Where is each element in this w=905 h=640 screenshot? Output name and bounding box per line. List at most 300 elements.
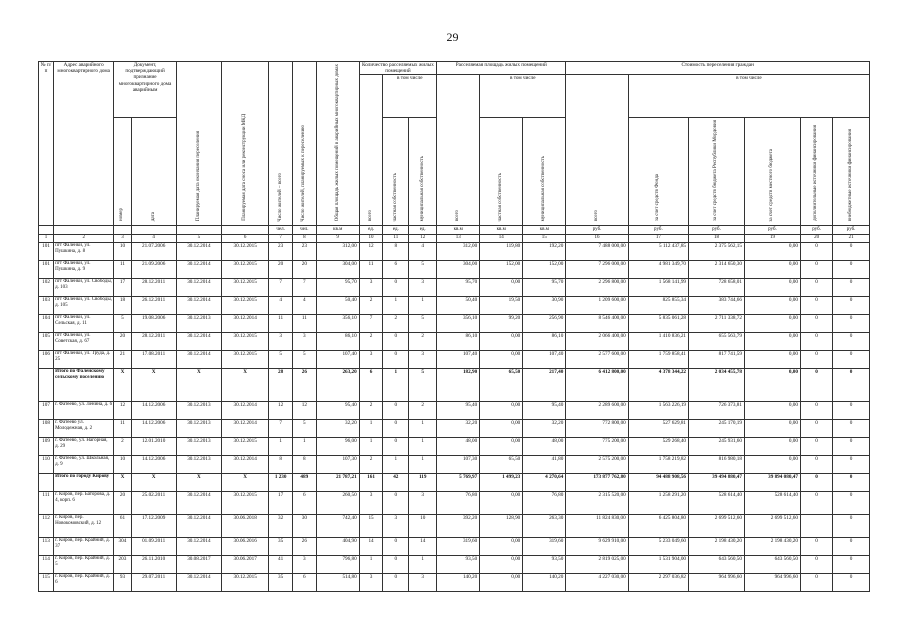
table-cell: 0 bbox=[383, 278, 409, 296]
table-cell: 76,80 bbox=[437, 491, 480, 514]
table-cell: 32,20 bbox=[316, 419, 359, 437]
table-cell: 0 bbox=[800, 260, 832, 278]
col-residents-total: Число жителей – всего bbox=[269, 62, 293, 226]
table-cell: X bbox=[221, 473, 268, 491]
table-row bbox=[39, 314, 870, 332]
table-cell: 0,00 bbox=[744, 419, 800, 437]
table-cell: 30.12.2015 bbox=[221, 437, 268, 455]
table-cell: 0 bbox=[833, 278, 870, 296]
table-cell: 304 bbox=[114, 537, 131, 555]
table-cell: 5 bbox=[292, 350, 316, 368]
table-cell: 3 bbox=[409, 278, 437, 296]
table-body bbox=[39, 242, 870, 591]
table-cell: 35 bbox=[269, 573, 293, 591]
unit-cell: ед. bbox=[409, 226, 437, 235]
index-cell: 7 bbox=[269, 235, 293, 242]
table-cell: 26 bbox=[292, 368, 316, 401]
table-cell: 0,00 bbox=[744, 437, 800, 455]
resettlement-table bbox=[38, 61, 870, 592]
table-cell: 5 769,97 bbox=[437, 473, 480, 491]
table-cell: 20 bbox=[269, 260, 293, 278]
table-cell: 28.12.2011 bbox=[131, 278, 176, 296]
units-row bbox=[39, 226, 870, 235]
table-cell: 107,30 bbox=[437, 455, 480, 473]
unit-cell: чел. bbox=[269, 226, 293, 235]
table-cell: 0 bbox=[383, 555, 409, 573]
index-cell: 6 bbox=[221, 235, 268, 242]
table-cell: 30.12.2014 bbox=[221, 419, 268, 437]
table-cell: 12 bbox=[292, 401, 316, 419]
table-cell: 26 bbox=[292, 537, 316, 555]
table-row bbox=[39, 401, 870, 419]
table-cell: г. Фатеево, ул. Ленина, д. 6 bbox=[54, 401, 114, 419]
table-cell: 11 bbox=[359, 260, 383, 278]
col-area-total: всего bbox=[437, 75, 480, 226]
table-cell: 0,00 bbox=[480, 332, 523, 350]
unit-cell: чел. bbox=[292, 226, 316, 235]
table-cell: 30.12.2014 bbox=[176, 296, 221, 314]
table-cell: 0 bbox=[800, 473, 832, 491]
table-cell: 32 bbox=[269, 514, 293, 537]
page-number: 29 bbox=[446, 30, 459, 44]
table-cell: 0 bbox=[800, 242, 832, 260]
table-cell: 26.11.2010 bbox=[131, 555, 176, 573]
table-cell: X bbox=[176, 368, 221, 401]
col-rooms-private: частная собственность bbox=[383, 118, 409, 226]
table-cell: 48,00 bbox=[523, 437, 566, 455]
table-cell: 140,20 bbox=[437, 573, 480, 591]
table-cell: пгт Фалёнки, ул. Пушкина, д. 8 bbox=[54, 242, 114, 260]
table-cell: 140,20 bbox=[523, 573, 566, 591]
table-cell: 39 894 080,47 bbox=[744, 473, 800, 491]
table-cell: 6 bbox=[292, 573, 316, 591]
table-cell: 113 bbox=[39, 537, 54, 555]
table-cell: 5 bbox=[292, 419, 316, 437]
table-cell: 30.12.2014 bbox=[176, 278, 221, 296]
col-cost-total: всего bbox=[566, 75, 628, 226]
table-cell: 30.12.2014 bbox=[176, 514, 221, 537]
table-cell: 86,10 bbox=[523, 332, 566, 350]
col-rooms-group: Количество расселяемых жилых помещений bbox=[359, 62, 436, 75]
table-cell: 1 bbox=[359, 419, 383, 437]
table-cell: 489 bbox=[292, 473, 316, 491]
index-cell: 20 bbox=[800, 235, 832, 242]
table-row bbox=[39, 573, 870, 591]
table-cell: 17.12.2009 bbox=[131, 514, 176, 537]
table-cell: 4 bbox=[292, 296, 316, 314]
index-cell: 8 bbox=[292, 235, 316, 242]
index-cell: 18 bbox=[689, 235, 745, 242]
table-cell: 112 bbox=[39, 514, 54, 537]
unit-cell bbox=[114, 226, 131, 235]
table-cell: 23 bbox=[292, 242, 316, 260]
table-cell: X bbox=[114, 473, 131, 491]
table-cell: 528 614,40 bbox=[689, 491, 745, 514]
table-cell: 0,00 bbox=[744, 401, 800, 419]
table-cell: 26.12.2011 bbox=[131, 296, 176, 314]
table-cell: 0,00 bbox=[744, 455, 800, 473]
table-cell: 12 bbox=[114, 401, 131, 419]
table-cell: пгт Фаленки, ул. Советская, д. 67 bbox=[54, 332, 114, 350]
table-cell: 6 425 804,80 bbox=[628, 514, 688, 537]
table-cell: 96,00 bbox=[316, 437, 359, 455]
index-cell: 14 bbox=[480, 235, 523, 242]
table-cell: 3 bbox=[359, 491, 383, 514]
table-cell: 119 bbox=[409, 473, 437, 491]
table-cell: 101 bbox=[39, 242, 54, 260]
table-cell: пгт Фаленки, ул. Свободы, д. 105 bbox=[54, 296, 114, 314]
table-cell: 5 bbox=[409, 260, 437, 278]
col-area-private: частная собственность bbox=[480, 118, 523, 226]
table-cell: 1 531 904,00 bbox=[628, 555, 688, 573]
table-cell: 1 258 291,20 bbox=[628, 491, 688, 514]
table-cell: 772 800,00 bbox=[566, 419, 628, 437]
table-cell: 65,50 bbox=[480, 368, 523, 401]
table-cell: 0 bbox=[383, 419, 409, 437]
table-cell: 0 bbox=[833, 350, 870, 368]
unit-cell bbox=[176, 226, 221, 235]
table-cell: 11 824 830,00 bbox=[566, 514, 628, 537]
col-rooms-total: всего bbox=[359, 75, 383, 226]
table-cell: 0,00 bbox=[480, 537, 523, 555]
table-cell: 0,00 bbox=[744, 350, 800, 368]
table-cell: 14.12.2006 bbox=[131, 419, 176, 437]
table-cell: 0 bbox=[833, 573, 870, 591]
table-cell: 1 209 600,00 bbox=[566, 296, 628, 314]
table-cell: 3 bbox=[409, 573, 437, 591]
total-row bbox=[39, 473, 870, 491]
table-cell: 742,40 bbox=[316, 514, 359, 537]
table-cell: 319,60 bbox=[437, 537, 480, 555]
table-cell: 2 289 600,00 bbox=[566, 401, 628, 419]
unit-cell: ед. bbox=[383, 226, 409, 235]
table-cell: 114 bbox=[39, 555, 54, 573]
table-row bbox=[39, 419, 870, 437]
table-cell: 30.12.2015 bbox=[221, 573, 268, 591]
table-cell: 95,40 bbox=[316, 401, 359, 419]
table-cell: 8 546 400,00 bbox=[566, 314, 628, 332]
table-cell: 65,50 bbox=[480, 455, 523, 473]
col-fund: за счет средств Фонда bbox=[628, 118, 688, 226]
table-cell: 0 bbox=[800, 350, 832, 368]
index-cell: 12 bbox=[409, 235, 437, 242]
table-cell: 14 bbox=[409, 537, 437, 555]
table-cell: 8 bbox=[383, 242, 409, 260]
table-cell: 312,00 bbox=[316, 242, 359, 260]
unit-cell: руб. bbox=[689, 226, 745, 235]
table-row bbox=[39, 455, 870, 473]
table-cell: 6 bbox=[359, 368, 383, 401]
table-cell: пгт Фаленки, ул. Пушкина, д. 9 bbox=[54, 260, 114, 278]
table-cell: 0 bbox=[800, 555, 832, 573]
table-cell: 5 835 061,28 bbox=[628, 314, 688, 332]
table-cell: 404,90 bbox=[316, 537, 359, 555]
table-cell: 1 bbox=[383, 368, 409, 401]
table-cell: 0 bbox=[833, 314, 870, 332]
table-cell: 5 bbox=[269, 350, 293, 368]
unit-cell: кв.м bbox=[480, 226, 523, 235]
table-cell: 217,40 bbox=[523, 368, 566, 401]
table-cell: 2 297 036,82 bbox=[628, 573, 688, 591]
table-cell: 7 bbox=[269, 419, 293, 437]
table-cell: 0 bbox=[800, 296, 832, 314]
table-cell: г. Киров, пер. Крайний, д. 6 bbox=[54, 573, 114, 591]
table-cell: 1 bbox=[409, 437, 437, 455]
table-cell: 103 bbox=[39, 296, 54, 314]
table-row bbox=[39, 437, 870, 455]
table-cell: 0,00 bbox=[744, 314, 800, 332]
table-cell: 30.12.2014 bbox=[221, 401, 268, 419]
index-cell: 3 bbox=[114, 235, 131, 242]
table-cell: 28.12.2011 bbox=[131, 332, 176, 350]
table-cell: 7 bbox=[269, 278, 293, 296]
table-cell: 93 bbox=[114, 573, 131, 591]
table-cell: 95,70 bbox=[523, 278, 566, 296]
table-cell: 14.12.2006 bbox=[131, 401, 176, 419]
table-cell: 726 373,81 bbox=[689, 401, 745, 419]
table-cell: г. Киров, пер. Крайний, д. 37 bbox=[54, 537, 114, 555]
table-cell: 3 bbox=[292, 555, 316, 573]
table-cell: 30.12.2013 bbox=[176, 455, 221, 473]
table-row bbox=[39, 278, 870, 296]
table-cell: 50,40 bbox=[316, 296, 359, 314]
table-cell: 30.12.2014 bbox=[176, 242, 221, 260]
col-doc: Документ, подтверждающий признание многоквартирного дома аварийным bbox=[114, 62, 176, 118]
table-cell: 256,90 bbox=[523, 314, 566, 332]
table-cell: 119,80 bbox=[480, 242, 523, 260]
table-cell: г. Киров, пер. Крайний, д. 5 bbox=[54, 555, 114, 573]
unit-cell: руб. bbox=[628, 226, 688, 235]
table-cell: пгт Фаленки, ул. Сельская, д. 11 bbox=[54, 314, 114, 332]
table-cell: 30.12.2015 bbox=[221, 242, 268, 260]
table-cell: 0 bbox=[833, 260, 870, 278]
table-cell: 1 759 858,41 bbox=[628, 350, 688, 368]
table-cell: 1 bbox=[409, 419, 437, 437]
table-cell: 10 bbox=[409, 514, 437, 537]
table-cell: г. Киров, пер. Новокомовский, д. 12 bbox=[54, 514, 114, 537]
table-cell: 10 bbox=[114, 455, 131, 473]
table-cell: 32,20 bbox=[523, 419, 566, 437]
table-cell: 0,00 bbox=[480, 491, 523, 514]
table-cell: 99,20 bbox=[480, 314, 523, 332]
table-cell: 0,00 bbox=[480, 401, 523, 419]
table-row bbox=[39, 296, 870, 314]
table-cell: г. Фатеево ул. Молодежная, д. 2 bbox=[54, 419, 114, 437]
table-cell: 816 980,18 bbox=[689, 455, 745, 473]
table-cell: 0 bbox=[800, 437, 832, 455]
table-cell: 5 bbox=[409, 368, 437, 401]
index-cell: 11 bbox=[383, 235, 409, 242]
col-area-group: Расселяемая площадь жилых помещений bbox=[437, 62, 566, 75]
table-cell: 106 bbox=[39, 350, 54, 368]
table-cell: 107,30 bbox=[316, 455, 359, 473]
table-cell: 93,50 bbox=[437, 555, 480, 573]
table-cell: 0 bbox=[833, 473, 870, 491]
table-cell: 17 bbox=[269, 491, 293, 514]
table-cell: Итого по городу Кирову bbox=[54, 473, 114, 491]
table-row bbox=[39, 555, 870, 573]
table-cell: 0 bbox=[833, 455, 870, 473]
table-cell bbox=[800, 514, 832, 537]
table-cell: 107,40 bbox=[316, 350, 359, 368]
col-doc-number: номер bbox=[114, 118, 131, 226]
table-cell: 21 bbox=[114, 350, 131, 368]
table-cell: 1 230 bbox=[269, 473, 293, 491]
col-planned-demolition: Планируемая дата сноса или реконструкции МКД bbox=[221, 62, 268, 226]
table-cell: 0 bbox=[800, 573, 832, 591]
table-cell: 17.08.2011 bbox=[131, 350, 176, 368]
table-cell: 260,50 bbox=[316, 491, 359, 514]
table-cell: 110 bbox=[39, 455, 54, 473]
table-cell: 825 855,34 bbox=[628, 296, 688, 314]
table-cell: 312,00 bbox=[437, 242, 480, 260]
table-cell: 30.12.2014 bbox=[176, 491, 221, 514]
table-cell: 104 bbox=[39, 314, 54, 332]
table-cell: 2 198 430,20 bbox=[744, 537, 800, 555]
table-cell: 0 bbox=[800, 401, 832, 419]
table-cell: 28 bbox=[269, 368, 293, 401]
table-cell: 319,60 bbox=[523, 537, 566, 555]
total-row bbox=[39, 368, 870, 401]
table-cell: 30.08.2017 bbox=[176, 555, 221, 573]
table-cell: 30.12.2013 bbox=[176, 314, 221, 332]
index-cell: 19 bbox=[744, 235, 800, 242]
table-cell: 30.12.2014 bbox=[176, 573, 221, 591]
unit-cell bbox=[39, 226, 54, 235]
table-cell: 245 931,60 bbox=[689, 437, 745, 455]
table-cell: 94 488 908,56 bbox=[628, 473, 688, 491]
table-cell: 514,80 bbox=[316, 573, 359, 591]
table-cell: 2 314 650,30 bbox=[689, 260, 745, 278]
table-cell: 0,00 bbox=[480, 278, 523, 296]
table-cell: 107 bbox=[39, 401, 54, 419]
table-cell: 1 bbox=[359, 437, 383, 455]
table-row bbox=[39, 514, 870, 537]
table-cell: 102 bbox=[39, 278, 54, 296]
table-cell: 4 378 344,22 bbox=[628, 368, 688, 401]
table-cell: 1 568 141,99 bbox=[628, 278, 688, 296]
table-cell: 30.12.2013 bbox=[176, 419, 221, 437]
table-cell: 161 bbox=[359, 473, 383, 491]
table-cell: 817 741,59 bbox=[689, 350, 745, 368]
table-cell: 0 bbox=[383, 573, 409, 591]
table-cell: 48,00 bbox=[437, 437, 480, 455]
table-cell: 173 877 762,80 bbox=[566, 473, 628, 491]
unit-cell: кв.м bbox=[316, 226, 359, 235]
table-cell: 0,00 bbox=[744, 332, 800, 350]
table-cell: 0,00 bbox=[480, 573, 523, 591]
table-cell: 86,10 bbox=[437, 332, 480, 350]
table-cell: 15 bbox=[359, 514, 383, 537]
index-cell: 16 bbox=[566, 235, 628, 242]
table-cell: 3 bbox=[359, 350, 383, 368]
table-cell: 3 bbox=[292, 332, 316, 350]
unit-cell: руб. bbox=[566, 226, 628, 235]
unit-cell: ед. bbox=[359, 226, 383, 235]
table-cell: 14 bbox=[359, 537, 383, 555]
table-cell: 95,70 bbox=[437, 278, 480, 296]
table-cell: 3 bbox=[409, 350, 437, 368]
table-cell: 0,00 bbox=[744, 296, 800, 314]
table-cell: 263,20 bbox=[316, 368, 359, 401]
table-cell: 4 981 349,70 bbox=[628, 260, 688, 278]
table-row bbox=[39, 491, 870, 514]
table-cell: 0 bbox=[800, 537, 832, 555]
table-cell: 383 744,66 bbox=[689, 296, 745, 314]
table-cell bbox=[39, 368, 54, 401]
table-cell: 643 560,50 bbox=[744, 555, 800, 573]
col-cost-group: Стоимость переселения граждан bbox=[566, 62, 870, 75]
table-cell: 2 711 338,72 bbox=[689, 314, 745, 332]
col-rooms-municipal: муниципальная собственность bbox=[409, 118, 437, 226]
table-cell: 5 bbox=[114, 314, 131, 332]
table-cell: 1 bbox=[359, 555, 383, 573]
col-nonbudget: внебюджетные источники финансирования bbox=[833, 118, 870, 226]
table-cell: 3 bbox=[359, 573, 383, 591]
table-cell: 101 bbox=[39, 260, 54, 278]
unit-cell bbox=[54, 226, 114, 235]
table-cell: 1 563 226,19 bbox=[628, 401, 688, 419]
table-cell: 30.06.2016 bbox=[221, 537, 268, 555]
table-cell: 2 bbox=[359, 332, 383, 350]
table-cell: 6 bbox=[292, 491, 316, 514]
table-cell: 30.12.2013 bbox=[176, 401, 221, 419]
table-cell: 32,20 bbox=[437, 419, 480, 437]
table-cell: 5 bbox=[409, 314, 437, 332]
table-cell: 0 bbox=[800, 368, 832, 401]
table-cell: г. Киров, пер. Баторова, д. 4, корп. 6 bbox=[54, 491, 114, 514]
table-cell: 111 bbox=[39, 491, 54, 514]
table-cell: 392,20 bbox=[437, 514, 480, 537]
table-cell: 0 bbox=[833, 537, 870, 555]
table-cell: 11 bbox=[292, 314, 316, 332]
table-cell: 0 bbox=[833, 368, 870, 401]
index-cell: 2 bbox=[54, 235, 114, 242]
table-cell: 0,00 bbox=[480, 350, 523, 368]
table-cell: 30,90 bbox=[523, 296, 566, 314]
table-cell: 01.09.2011 bbox=[131, 537, 176, 555]
table-cell: 50,40 bbox=[437, 296, 480, 314]
table-cell: 17 bbox=[114, 278, 131, 296]
table-cell: 7 bbox=[292, 278, 316, 296]
table-cell: 8 bbox=[292, 455, 316, 473]
table-cell: 2 bbox=[359, 401, 383, 419]
table-cell: 0,00 bbox=[480, 555, 523, 573]
table-cell: 0,00 bbox=[744, 278, 800, 296]
table-cell: 109 bbox=[39, 437, 54, 455]
unit-cell: руб. bbox=[833, 226, 870, 235]
table-cell: 0 bbox=[833, 242, 870, 260]
table-cell: 1 499,23 bbox=[480, 473, 523, 491]
table-cell: 356,10 bbox=[437, 314, 480, 332]
table-cell: 30 bbox=[292, 514, 316, 537]
table-cell: г. Фатеево, ул. Школьная, д. 9 bbox=[54, 455, 114, 473]
table-cell: 19,50 bbox=[480, 296, 523, 314]
table-cell: 30.12.2014 bbox=[176, 350, 221, 368]
table-row bbox=[39, 537, 870, 555]
table-cell: 25.02.2011 bbox=[131, 491, 176, 514]
table-cell: 8 bbox=[269, 455, 293, 473]
table-cell: 2 577 600,00 bbox=[566, 350, 628, 368]
table-cell: 108 bbox=[39, 419, 54, 437]
col-no: № п/п bbox=[39, 62, 54, 226]
table-cell: 0 bbox=[383, 537, 409, 555]
table-cell: 0 bbox=[833, 296, 870, 314]
index-cell: 10 bbox=[359, 235, 383, 242]
table-row bbox=[39, 332, 870, 350]
table-cell: 796,80 bbox=[316, 555, 359, 573]
table-cell: 5 112 437,85 bbox=[628, 242, 688, 260]
